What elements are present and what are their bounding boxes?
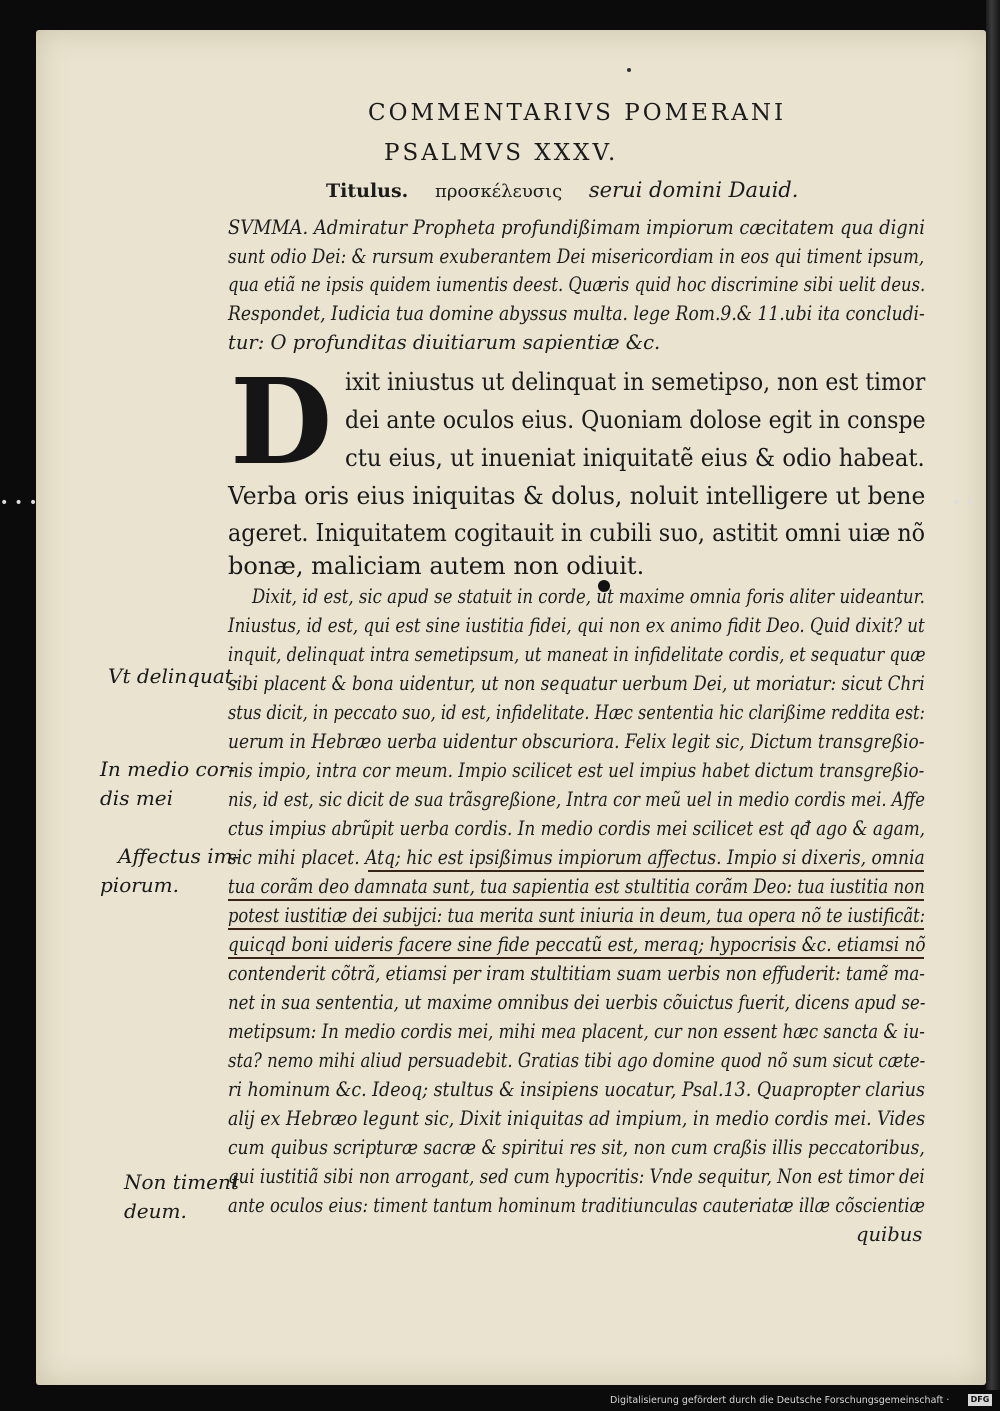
commentary-line: inquit, delinquat intra semetipsum, ut maneat in infidelitate cordis, et sequatur quæ [228,643,926,666]
commentary-line: cum quibus scripturæ sacræ & spiritui res sit, non cum craßis illis peccatoribus, [228,1136,925,1159]
commentary-line: stus dicit, in peccato suo, id est, infidelitate. Hæc sententia hic clarißime reddita est: [228,701,925,724]
commentary-line: ri hominum &c. Ideoq; stultus & insipiens uocatur, Psal.13. Quapropter clarius [228,1078,925,1101]
commentary-line: sic mihi placet. Atq; hic est ipsißimus impiorum affectus. Impio si dixeris, omnia [228,846,925,869]
underline-mark [228,928,924,930]
title-text: serui domini Dauid. [588,178,799,202]
commentary-line: quicqd boni uideris facere sine fide peccatũ est, meraq; hypocrisis &c. etiamsi nõ [228,933,926,956]
summa-line: qua etiã ne ipsis quidem iumentis deest. Quæris quid hoc discrimine sibi uelit deus. [228,273,926,296]
commentary-line: nis impio, intra cor meum. Impio scilicet est uel impius habet dictum transgreßio- [228,759,925,782]
title-greek: προσκέλευσις [434,181,563,202]
commentary-line: net in sua sententia, ut maxime omnibus dei uerbis cõuictus fuerit, dicens apud se- [228,991,926,1014]
commentary-line: uerum in Hebræo uerba uidentur obscuriora. Felix legit sic, Dictum transgreßio- [228,730,925,753]
commentary-line: Dixit, id est, sic apud se statuit in corde, ut maxime omnia foris aliter uideantur. [252,585,925,608]
catchword: quibus [856,1223,923,1246]
summa-line: sunt odio Dei: & rursum exuberantem Dei misericordiam in eos qui timent ipsum, [228,245,925,268]
commentary-line: tua corãm deo damnata sunt, tua sapientia est stultitia corãm Deo: tua iustitia non [228,875,925,898]
margin-note-non-timent: Non timent [124,1170,239,1194]
book-spine-edge [986,0,1000,1390]
verse-line: ctu eius, ut inueniat iniquitatẽ eius & odio habeat. [345,444,925,472]
commentary-line: alij ex Hebræo legunt sic, Dixit iniquitas ad impium, in medio cordis mei. Vides [228,1107,926,1130]
underline-mark [368,870,924,872]
commentary-line: contenderit cõtrã, etiamsi per iram stultitiam suam uerbis non effuderit: tamẽ ma- [228,962,925,985]
left-edge-dots: ••• [0,495,44,511]
verse-line: Verba oris eius iniquitas & dolus, noluit intelligere ut bene [228,482,926,510]
summa-line: SVMMA. Admiratur Propheta profundißimam impiorum cæcitatem qua digni [228,216,925,239]
margin-note-non-timent: deum. [124,1199,187,1223]
title-label: Titulus. [326,180,409,202]
commentary-line: ante oculos eius: timent tantum hominum traditiunculas cauteriatæ illæ cõscientiæ [228,1194,925,1217]
ink-speck [627,68,631,72]
commentary-line: nis, id est, sic dicit de sua trãsgreßione, Intra cor meũ uel in medio cordis mei. Affe [228,788,926,811]
commentary-line: potest iustitiæ dei subijci: tua merita sunt iniuria in deum, tua opera nõ te iustificãt: [228,904,926,927]
digitization-credit: Digitalisierung gefördert durch die Deutsche Forschungsgemeinschaft · [610,1395,950,1406]
commentary-line: ctus impius abrũpit uerba cordis. In medio cordis mei scilicet est qđ ago & agam, [228,817,926,840]
commentary-line: qui iustitiã sibi non arrogant, sed cum hypocritis: Vnde sequitur, Non est timor dei [228,1165,925,1188]
margin-note-affectus: piorum. [100,873,180,897]
margin-note-affectus: Affectus im- [118,844,240,868]
right-edge-dots: •• [952,495,981,511]
running-head: COMMENTARIVS POMERANI [368,100,787,126]
summa-line: tur: O profunditas diuitiarum sapientiæ &c. [228,331,661,354]
underline-mark [228,899,924,901]
summa-line: Respondet, Iudicia tua domine abyssus multa. lege Rom.9.& 11.ubi ita concludi- [228,302,925,325]
margin-note-in-medio: In medio cor- [100,757,236,781]
verse-line: ageret. Iniquitatem cogitauit in cubili suo, astitit omni uiæ nõ [228,519,926,547]
commentary-line: Iniustus, id est, qui est sine iustitia fidei, qui non ex animo fidit Deo. Quid dixit? ut [228,614,925,637]
verse-line: ixit iniustus ut delinquat in semetipso, non est timor [345,368,926,396]
commentary-line: sibi placent & bona uidentur, ut non sequatur uerbum Dei, ut moriatur: sicut Chri [228,672,925,695]
dfg-logo: DFG [968,1394,992,1406]
commentary-line: sta? nemo mihi aliud persuadebit. Gratias tibi ago domine quod nõ sum sicut cæte- [228,1049,926,1072]
commentary-line: metipsum: In medio cordis mei, mihi mea placent, cur non essent hæc sancta & iu- [228,1020,925,1043]
psalm-number: PSALMVS XXXV. [384,140,619,166]
margin-note-vt-delinquat: Vt delinquat. [108,664,240,688]
verse-line: bonæ, maliciam autem non odiuit. [228,552,645,580]
drop-cap-initial: D [230,352,333,491]
margin-note-in-medio: dis mei [100,786,174,810]
verse-line: dei ante oculos eius. Quoniam dolose egit in conspe [345,406,926,434]
underline-mark [228,957,924,959]
psalm-title-line [326,178,818,202]
